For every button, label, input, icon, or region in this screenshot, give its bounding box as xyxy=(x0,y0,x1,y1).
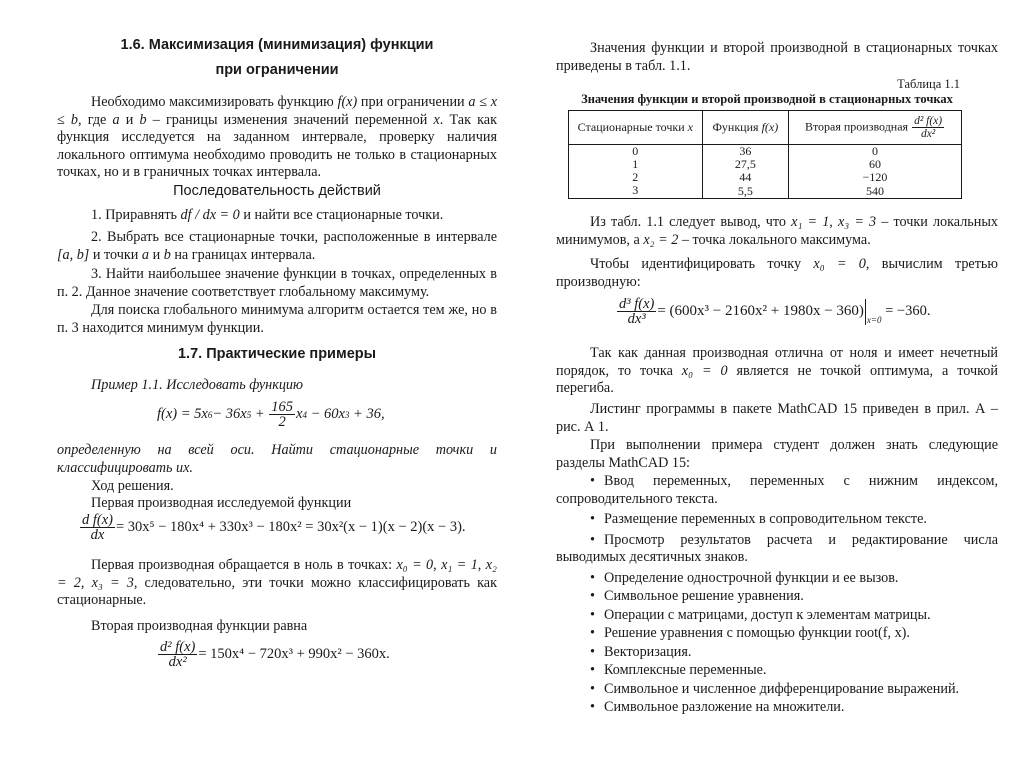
text: , вычислим третью производную: xyxy=(556,256,998,290)
x0-math: x₀ = 0 xyxy=(813,256,866,272)
evaluation-bar xyxy=(865,299,882,325)
bullet-icon: • xyxy=(590,588,595,604)
text: , xyxy=(80,574,92,591)
header-text: Функция xyxy=(712,120,759,134)
fraction-denominator: dx³ xyxy=(627,311,646,327)
header-fraction xyxy=(912,115,944,140)
text: , xyxy=(829,214,838,230)
fraction-numerator: d³ f(x) xyxy=(619,296,655,312)
header-var: f(x) xyxy=(761,120,779,134)
header-var: x xyxy=(687,120,693,134)
text: Чтобы идентифицировать точку xyxy=(590,256,814,272)
x3-math: x₃ = 3 xyxy=(91,574,134,591)
bullet-icon: • xyxy=(590,662,595,678)
x2-math: x₂ = 2 xyxy=(643,231,679,248)
fraction-numerator: 165 xyxy=(271,399,293,415)
bullet-icon: • xyxy=(590,625,595,641)
intro-text: . Так как функция исследуется на заданном интервале, проверку наличия локального оптимума необходимо проводить не только в стационарных точках, но и в граничных точках интервала. xyxy=(57,111,497,180)
list-item-text: Ввод переменных, переменных с нижним индексом, сопроводительного текста. xyxy=(556,473,998,507)
bullet-icon: • xyxy=(590,569,595,586)
function-formula: f(x) = 5x 6 − 36x 5 + $\frac{165}{2}$ x 4 − 60x 3 + 36, xyxy=(157,399,385,430)
list-item xyxy=(556,625,998,643)
df-dx-math: df / dx = 0 xyxy=(180,207,240,223)
formula-result: = −360. xyxy=(881,302,931,319)
intro-text: при ограничении xyxy=(357,94,469,110)
formula-part: + 36, xyxy=(349,405,385,422)
b-math: b xyxy=(139,111,147,128)
list-item-text: Символьное и численное дифференцирование выражений. xyxy=(604,680,960,697)
second-derivative-formula xyxy=(157,640,497,669)
global-min-note: Для поиска глобального минимума алгоритм остается тем же, но в п. 3 находится минимум функции. xyxy=(57,302,497,336)
x0-math: x₀ = 0 xyxy=(681,362,728,379)
step-text: 1. Приравнять xyxy=(91,207,181,223)
fx-math: f(x) xyxy=(337,94,358,110)
solution-label: Ход решения. xyxy=(91,478,174,494)
x-math: x xyxy=(433,111,440,128)
formula-part: − 60x xyxy=(306,405,345,422)
step-1 xyxy=(57,207,497,225)
bullet-icon: • xyxy=(590,473,595,489)
table-intro: Значения функции и второй производной в стационарных точках приведены в табл. 1.1. xyxy=(556,40,998,74)
list-item xyxy=(556,570,998,588)
inflection-paragraph xyxy=(556,345,998,398)
a-math: a xyxy=(112,111,120,128)
table-row xyxy=(569,171,962,184)
cell-f: 44 xyxy=(702,171,788,184)
list-item-text: Комплексные переменные. xyxy=(604,662,767,678)
example-label: Пример 1.1. Исследовать функцию xyxy=(91,377,304,393)
third-derivative-intro xyxy=(556,256,998,291)
formula-part: + xyxy=(251,405,269,422)
cell-d2: 0 xyxy=(789,145,962,159)
text: является не точкой оптимума, а точкой перегиба. xyxy=(556,362,998,396)
section-1-6-title-line2: при ограничении xyxy=(215,62,339,78)
text: – точка локального максимума. xyxy=(678,231,871,248)
list-item-text: Определение однострочной функции и ее вызов. xyxy=(604,569,899,586)
derivative-fraction xyxy=(80,513,115,542)
constraint-math: a ≤ x ≤ b xyxy=(57,94,498,128)
derivative-fraction xyxy=(617,297,656,326)
list-item xyxy=(556,511,998,529)
interval-math: [a, b] xyxy=(57,246,90,263)
list-item xyxy=(556,699,998,717)
cell-x: 1 xyxy=(569,158,703,171)
example-task: определенную на всей оси. Найти стационарные точки и классифицировать их. xyxy=(57,442,497,476)
step-text: и найти все стационарные точки. xyxy=(239,207,444,223)
header-function xyxy=(702,111,788,145)
stationary-points-table xyxy=(568,110,962,199)
table-container xyxy=(568,110,962,199)
cell-d2: 60 xyxy=(789,158,962,171)
fraction-numerator: d f(x) xyxy=(82,512,113,528)
cell-x: 2 xyxy=(569,171,703,184)
listing-paragraph: Листинг программы в пакете MathCAD 15 приведен в прил. А – рис. А 1. xyxy=(556,401,998,435)
formula-part: x xyxy=(296,405,303,422)
step-text: и точки xyxy=(89,246,142,263)
fraction-165-2 xyxy=(269,400,295,429)
text: Из табл. 1.1 следует вывод, что xyxy=(590,214,792,230)
text: , xyxy=(433,557,442,573)
first-derivative-label: Первая производная исследуемой функции xyxy=(91,495,352,511)
list-item-text: Символьное разложение на множители. xyxy=(604,699,845,715)
b-math: b xyxy=(163,246,171,263)
bullet-icon: • xyxy=(590,699,595,715)
x2-math: x₂ = 2 xyxy=(57,557,497,591)
text: Так как данная производная отлична от ноля и имеет нечетный порядок, то точка xyxy=(556,345,998,379)
table-row xyxy=(569,184,962,199)
header-text: Вторая производная xyxy=(804,119,909,134)
x0-math: x₀ = 0 xyxy=(396,557,434,573)
x3-math: x₃ = 3 xyxy=(837,214,877,230)
cell-d2: 540 xyxy=(789,184,962,199)
cell-x: 0 xyxy=(569,145,703,159)
intro-text: , где xyxy=(78,111,113,128)
formula-rhs: = 150x⁴ − 720x³ + 990x² − 360x. xyxy=(198,645,390,662)
list-item-text: Просмотр результатов расчета и редактирование числа выводимых десятичных знаков. xyxy=(556,531,998,565)
list-item xyxy=(556,644,998,662)
intro-text: – границы изменения значений переменной xyxy=(146,111,434,128)
table-row xyxy=(569,158,962,171)
list-item xyxy=(556,532,998,567)
cell-f: 36 xyxy=(702,145,788,159)
formula-rhs: = 30x⁵ − 180x⁴ + 330x³ − 180x² = 30x²(x − 1)(x − 2)(x − 3). xyxy=(116,518,466,535)
cell-f: 5,5 xyxy=(702,184,788,199)
bullet-icon: • xyxy=(590,511,595,527)
text: , следовательно, эти точки можно классифицировать как стационарные. xyxy=(57,574,497,608)
list-item-text: Размещение переменных в сопроводительном тексте. xyxy=(604,511,927,527)
table-header-row xyxy=(569,111,962,145)
intro-paragraph xyxy=(57,94,497,182)
formula-rhs: = (600x³ − 2160x² + 1980x − 360) xyxy=(657,302,864,319)
left-page xyxy=(57,0,497,767)
header-text: Стационарные точки xyxy=(577,120,685,134)
formula-part: − 36x xyxy=(212,405,247,422)
section-1-6-title-line1: 1.6. Максимизация (минимизация) функции xyxy=(120,37,434,53)
list-item-text: Операции с матрицами, доступ к элементам матрицы. xyxy=(604,606,931,623)
list-item xyxy=(556,588,998,606)
third-derivative-formula xyxy=(616,297,998,326)
table-number: Таблица 1.1 xyxy=(897,77,960,91)
fraction-numerator: d² f(x) xyxy=(160,639,196,655)
fraction-numerator: d² f(x) xyxy=(914,115,943,127)
zeros-paragraph xyxy=(57,557,497,610)
intro-text: Необходимо максимизировать функцию xyxy=(91,94,338,110)
text: Первая производная обращается в ноль в точках: xyxy=(91,557,397,573)
cell-f: 27,5 xyxy=(702,158,788,171)
conclusion-paragraph xyxy=(556,214,998,249)
step-2 xyxy=(57,229,497,264)
list-item-text: Векторизация. xyxy=(604,643,692,660)
a-math: a xyxy=(141,246,150,263)
table-title: Значения функции и второй производной в стационарных точках xyxy=(581,92,953,106)
intro-text: и xyxy=(119,111,140,128)
header-second-derivative xyxy=(789,111,962,145)
list-item xyxy=(556,681,998,699)
header-stationary-points xyxy=(569,111,703,145)
step-text: и xyxy=(149,246,164,263)
formula-part: f(x) = 5x xyxy=(157,405,208,422)
bullet-icon: • xyxy=(590,643,595,660)
step-text: на границах интервала. xyxy=(170,246,316,263)
list-item xyxy=(556,607,998,625)
text: – точки локальных минимумов, а xyxy=(556,214,998,248)
right-page xyxy=(556,0,998,767)
mathcad-topics-list xyxy=(556,473,998,718)
fraction-denominator: dx xyxy=(90,527,105,543)
fraction-denominator: 2 xyxy=(278,414,286,430)
section-1-7-title: 1.7. Практические примеры xyxy=(177,346,376,362)
subheading-sequence: Последовательность действий xyxy=(173,183,381,199)
derivative-fraction xyxy=(158,640,197,669)
list-item xyxy=(556,473,998,508)
cell-d2: −120 xyxy=(789,171,962,184)
second-derivative-label: Вторая производная функции равна xyxy=(91,618,308,634)
table-row xyxy=(569,145,962,159)
cell-x: 3 xyxy=(569,184,703,199)
fraction-denominator: dx² xyxy=(168,654,187,670)
first-derivative-formula xyxy=(79,513,497,542)
x1-math: x₁ = 1 xyxy=(791,214,830,230)
fraction-denominator: dx² xyxy=(920,128,936,140)
x1-math: x₁ = 1 xyxy=(441,557,478,573)
list-item xyxy=(556,662,998,680)
step-3: 3. Найти наибольшее значение функции в точках, определенных в п. 2. Данное значение соответствует глобальному максимуму. xyxy=(57,266,497,300)
list-item-text: Символьное решение уравнения. xyxy=(604,588,804,604)
step-text: 2. Выбрать все стационарные точки, расположенные в интервале xyxy=(91,229,497,245)
evaluation-point: x=0 xyxy=(866,314,882,325)
bullet-icon: • xyxy=(590,606,595,623)
text: , xyxy=(477,557,486,573)
bullet-icon: • xyxy=(590,680,595,697)
knowledge-intro: При выполнении примера студент должен знать следующие разделы MathCAD 15: xyxy=(556,437,998,471)
bullet-icon: • xyxy=(590,531,595,548)
list-item-text: Решение уравнения с помощью функции root(f, x). xyxy=(604,625,910,641)
